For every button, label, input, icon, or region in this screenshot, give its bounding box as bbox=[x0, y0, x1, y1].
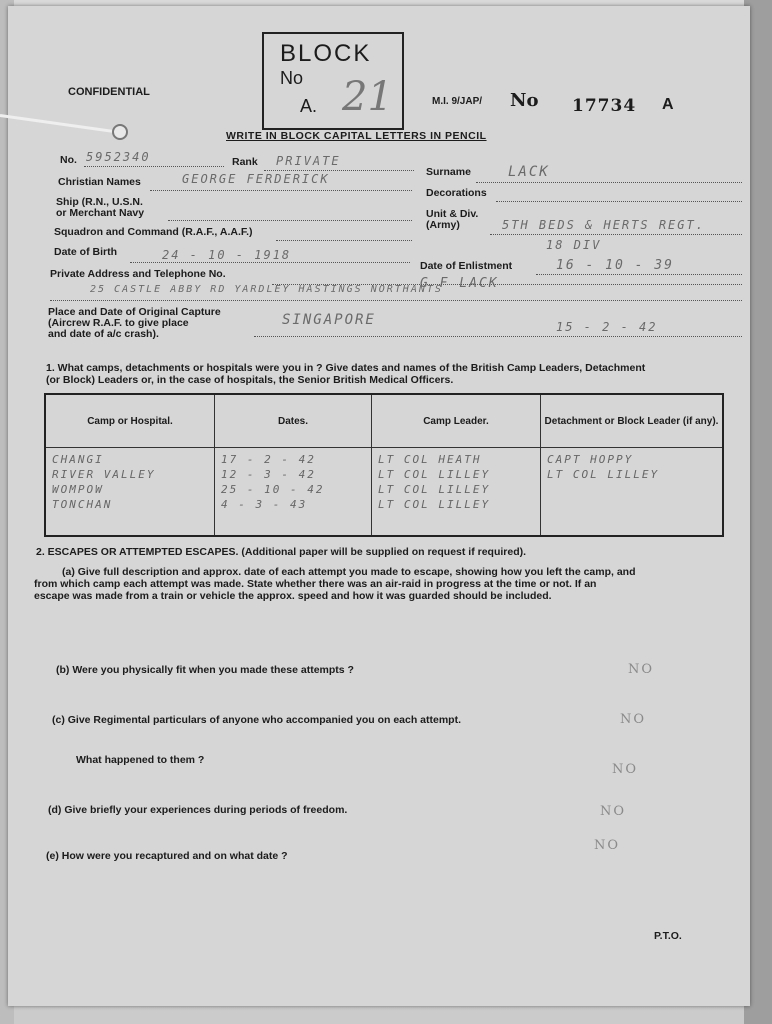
ship-label-2: or Merchant Navy bbox=[56, 207, 145, 219]
surname-value: LACK bbox=[508, 164, 550, 180]
q2-a-line-3: escape was made from a train or vehicle the approx. speed and how it was guarded should be included. bbox=[34, 590, 552, 602]
dates-cell bbox=[215, 448, 372, 537]
dob-label: Date of Birth bbox=[54, 246, 117, 258]
q1-text-2: (or Block) Leaders or, in the case of hospitals, the Senior British Medical Officers. bbox=[46, 374, 454, 386]
q2-e: (e) How were you recaptured and on what date ? bbox=[46, 850, 288, 862]
camp-date: 17 - 2 - 42 bbox=[221, 453, 316, 466]
table-row bbox=[45, 448, 723, 537]
camp-leader: LT COL HEATH bbox=[378, 453, 482, 466]
block-word: BLOCK bbox=[280, 40, 372, 67]
camp-name: CHANGI bbox=[52, 453, 104, 466]
ref-code: M.I. 9/JAP/ bbox=[432, 96, 483, 107]
unit-value: 5TH BEDS & HERTS REGT. bbox=[502, 218, 705, 232]
unit-label-1: Unit & Div. bbox=[426, 208, 479, 220]
squadron-line bbox=[276, 240, 412, 241]
q2-d-answer: NO bbox=[600, 804, 627, 819]
division-value: 18 DIV bbox=[546, 238, 602, 252]
rank-value: PRIVATE bbox=[276, 154, 341, 168]
surname-label: Surname bbox=[426, 166, 471, 178]
detachment-leader: LT COL LILLEY bbox=[547, 468, 660, 481]
address-name: G F LACK bbox=[420, 276, 499, 291]
camp-leader: LT COL LILLEY bbox=[378, 468, 491, 481]
rank-label: Rank bbox=[232, 156, 258, 168]
binding-eyelet bbox=[112, 124, 128, 140]
q2-heading: 2. ESCAPES OR ATTEMPTED ESCAPES. (Additional paper will be supplied on request if required). bbox=[36, 546, 527, 558]
capture-place: SINGAPORE bbox=[282, 312, 376, 328]
number-label: No bbox=[510, 90, 539, 111]
camp-leader: LT COL LILLEY bbox=[378, 483, 491, 496]
q2-b-answer: NO bbox=[628, 662, 655, 677]
detachment-leader: CAPT HOPPY bbox=[547, 453, 634, 466]
capture-label-2: (Aircrew R.A.F. to give place bbox=[48, 317, 189, 329]
q1-text-1: 1. What camps, detachments or hospitals were you in ? Give dates and names of the British Camp Leaders, Detachment bbox=[46, 362, 646, 374]
enlistment-line bbox=[536, 274, 742, 275]
dob-line bbox=[130, 262, 410, 263]
ship-label-1: Ship (R.N., U.S.N. bbox=[56, 196, 143, 208]
enlistment-value: 16 - 10 - 39 bbox=[556, 258, 674, 273]
camp-cell bbox=[45, 448, 215, 537]
detachment-cell bbox=[541, 448, 724, 537]
camp-date: 25 - 10 - 42 bbox=[221, 483, 325, 496]
capture-line bbox=[254, 336, 742, 337]
address-line-2 bbox=[50, 300, 742, 301]
camp-leader: LT COL LILLEY bbox=[378, 498, 491, 511]
q2-e-answer: NO bbox=[594, 838, 621, 853]
confidential-label: CONFIDENTIAL bbox=[68, 86, 150, 98]
address-value: 25 CASTLE ABBY RD YARDLEY HASTINGS NORTHANTS bbox=[90, 284, 443, 295]
squadron-label: Squadron and Command (R.A.F., A.A.F.) bbox=[54, 226, 253, 238]
unit-label-2: (Army) bbox=[426, 219, 460, 231]
pto-label: P.T.O. bbox=[654, 930, 682, 942]
address-label: Private Address and Telephone No. bbox=[50, 268, 226, 280]
christian-line bbox=[150, 190, 412, 191]
camp-name: WOMPOW bbox=[52, 483, 104, 496]
rank-line bbox=[264, 170, 414, 171]
q2-c: (c) Give Regimental particulars of anyone who accompanied you on each attempt. bbox=[52, 714, 462, 726]
q2-a-line-2: from which camp each attempt was made. State whether there was an air-raid in progress at the time or not. If an bbox=[34, 578, 597, 590]
no-label: No. bbox=[60, 154, 77, 166]
no-value: 5952340 bbox=[86, 150, 151, 164]
capture-label-1: Place and Date of Original Capture bbox=[48, 306, 221, 318]
ship-line bbox=[168, 220, 412, 221]
q2-c-answer: NO bbox=[620, 712, 647, 727]
dob-value: 24 - 10 - 1918 bbox=[162, 248, 292, 262]
enlistment-label: Date of Enlistment bbox=[420, 260, 513, 272]
no-line bbox=[84, 166, 224, 167]
christian-names-label: Christian Names bbox=[58, 176, 141, 188]
q2-d: (d) Give briefly your experiences during periods of freedom. bbox=[48, 804, 348, 816]
block-stamp bbox=[262, 32, 404, 130]
decorations-line bbox=[496, 201, 742, 202]
capture-label-3: and date of a/c crash). bbox=[48, 328, 159, 340]
col-camp-header: Camp or Hospital. bbox=[45, 394, 215, 448]
form-number: 17734 bbox=[572, 96, 637, 116]
camps-table bbox=[44, 393, 724, 537]
instruction-title: WRITE IN BLOCK CAPITAL LETTERS IN PENCIL bbox=[226, 130, 487, 142]
block-handwritten-number: 21 bbox=[342, 74, 393, 120]
capture-date: 15 - 2 - 42 bbox=[556, 320, 658, 334]
block-no: No bbox=[280, 68, 304, 88]
q2-c-followup: What happened to them ? bbox=[76, 754, 205, 766]
camp-date: 4 - 3 - 43 bbox=[221, 498, 308, 511]
q2-c-followup-answer: NO bbox=[612, 762, 639, 777]
camp-name: TONCHAN bbox=[52, 498, 113, 511]
unit-line bbox=[490, 234, 742, 235]
camp-name: RIVER VALLEY bbox=[52, 468, 156, 481]
decorations-label: Decorations bbox=[426, 187, 487, 199]
surname-line bbox=[476, 182, 742, 183]
q2-a-line-1: (a) Give full description and approx. date of each attempt you made to escape, showing how you left the camp, and bbox=[62, 566, 636, 578]
col-leader-header: Camp Leader. bbox=[372, 394, 541, 448]
col-detachment-header: Detachment or Block Leader (if any). bbox=[541, 394, 724, 448]
col-dates-header: Dates. bbox=[215, 394, 372, 448]
form-suffix: A bbox=[662, 96, 674, 113]
camp-date: 12 - 3 - 42 bbox=[221, 468, 316, 481]
q2-b: (b) Were you physically fit when you made these attempts ? bbox=[56, 664, 354, 676]
leader-cell bbox=[372, 448, 541, 537]
block-letter: A. bbox=[300, 96, 318, 116]
christian-names-value: GEORGE FERDERICK bbox=[182, 172, 330, 186]
